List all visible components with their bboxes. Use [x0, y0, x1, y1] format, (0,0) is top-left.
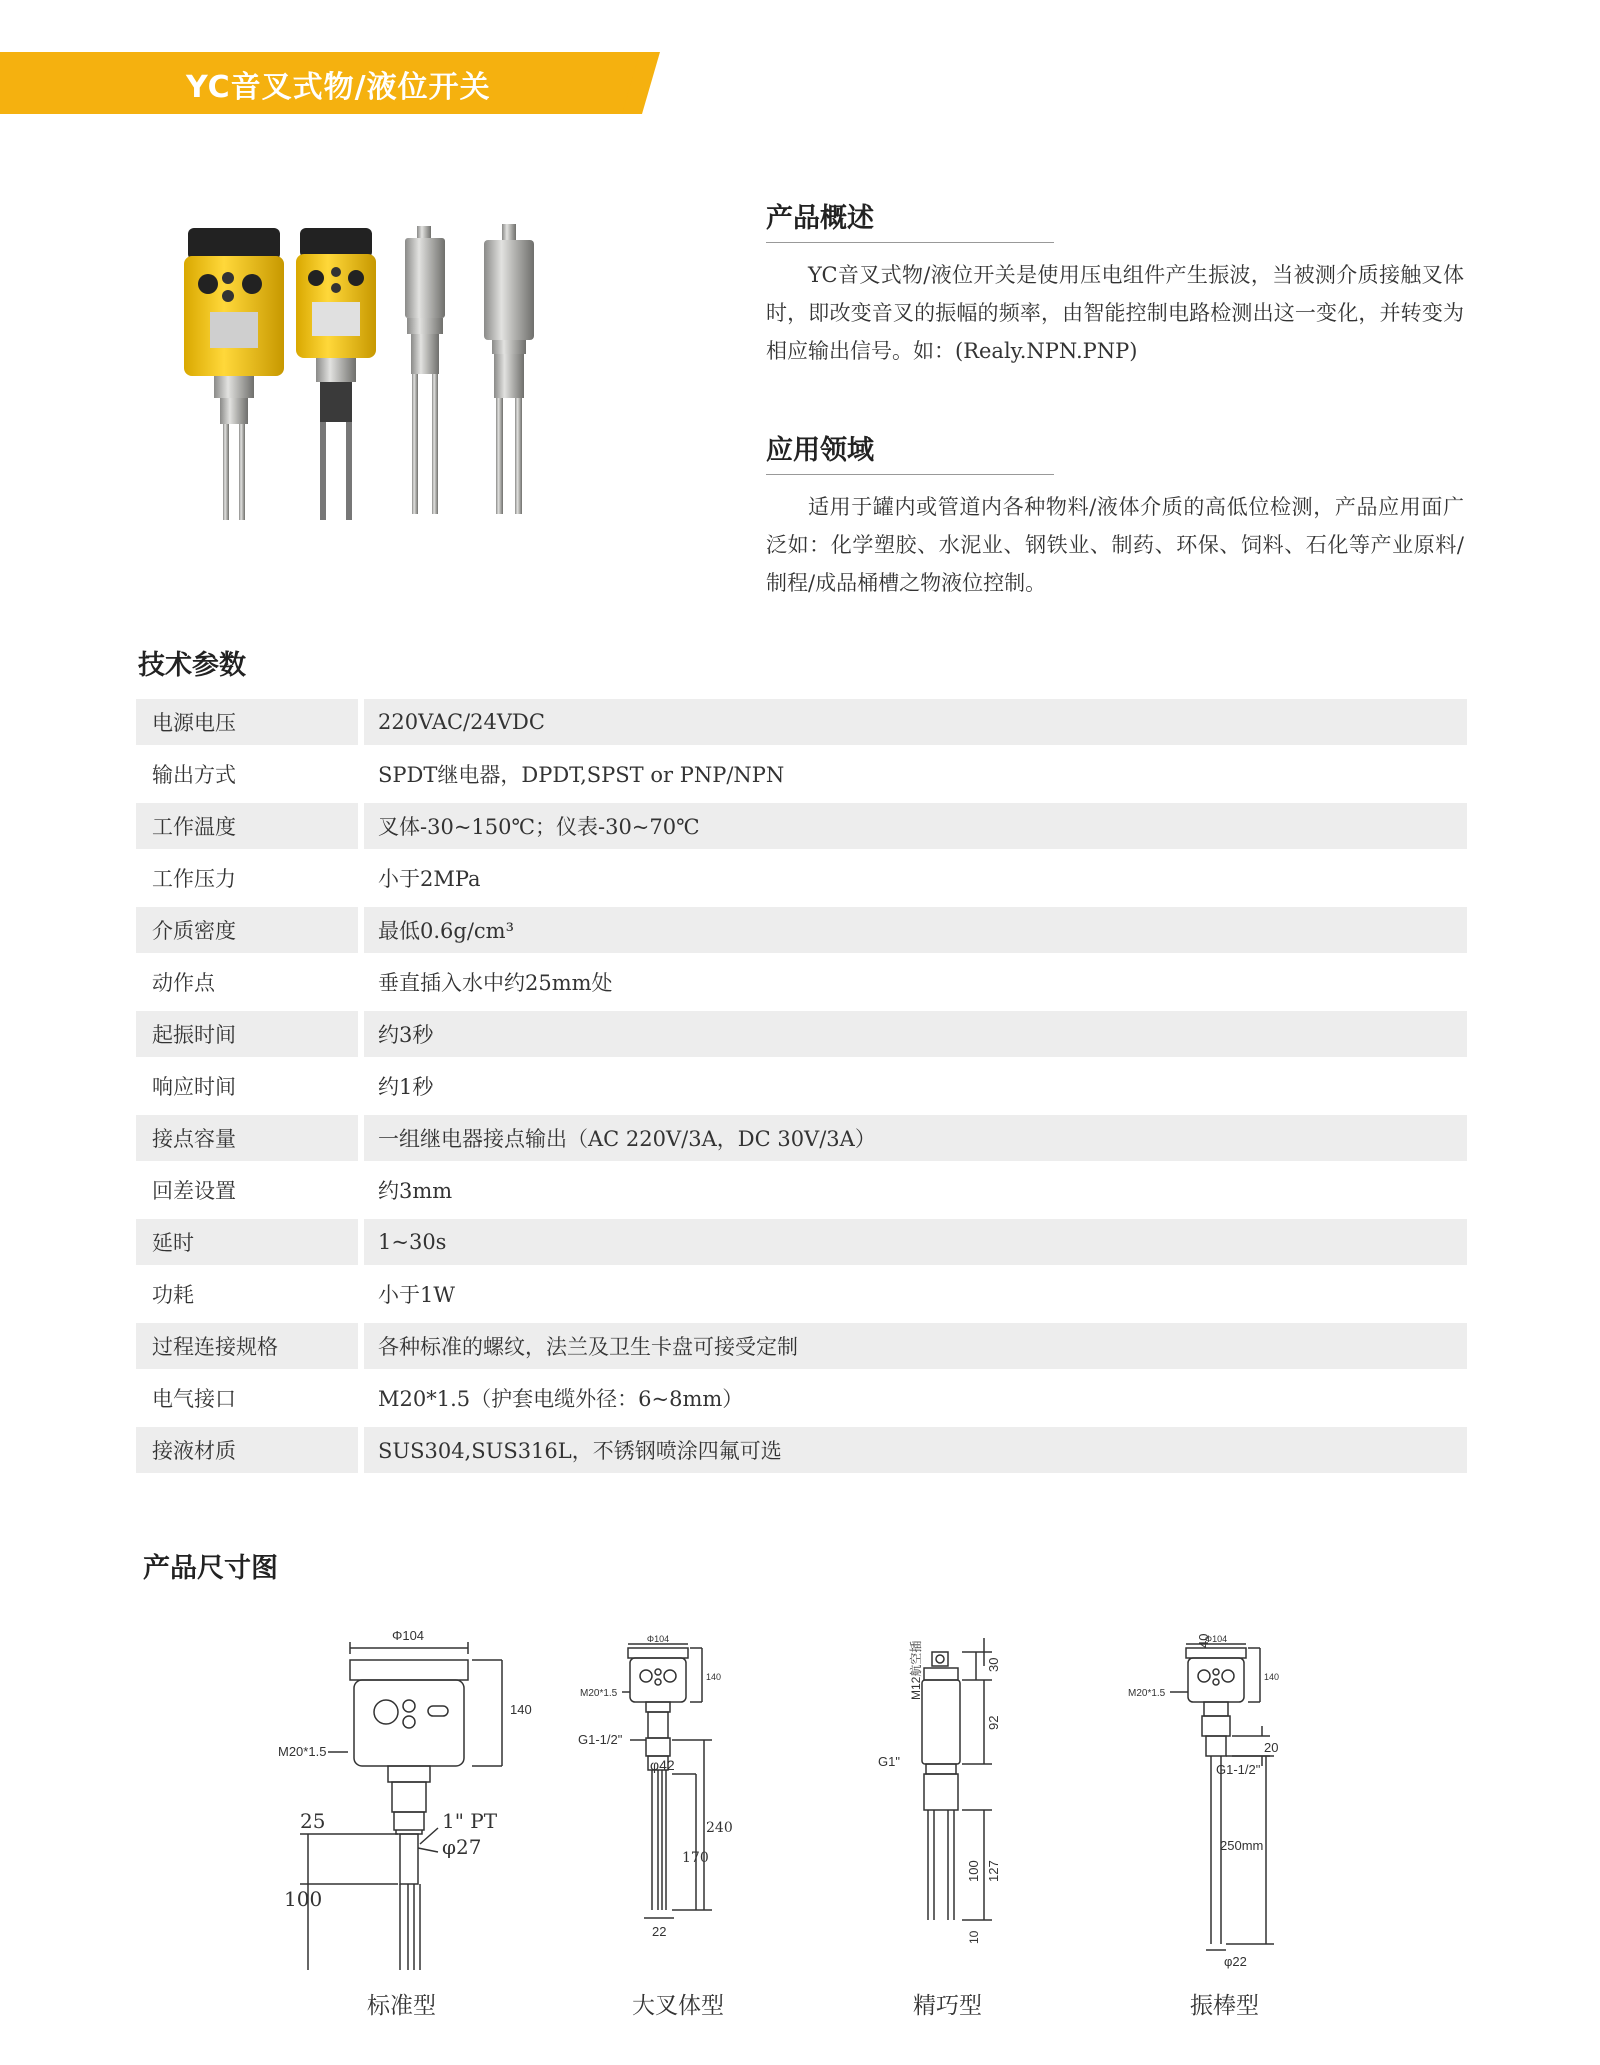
big-dia-dim: φ42	[650, 1757, 675, 1773]
spec-key: 工作温度	[136, 803, 358, 849]
spec-key: 电气接口	[152, 1387, 236, 1411]
spec-value: SPDT继电器，DPDT,SPST or PNP/NPN	[378, 763, 785, 787]
photo-standard-type	[184, 228, 284, 520]
rod-dia-dim: φ22	[1224, 1954, 1247, 1969]
drawing-standard-type	[278, 1628, 532, 1970]
spec-key: 电源电压	[136, 699, 358, 745]
spec-value: 垂直插入水中约25mm处	[378, 971, 613, 995]
rod-m20-dim: M20*1.5	[1128, 1688, 1166, 1699]
spec-value: 约1秒	[378, 1075, 434, 1099]
drawing-rod-type	[1128, 1634, 1279, 1969]
application-text: 适用于罐内或管道内各种物料/液体介质的高低位检测，产品应用面广泛如：化学塑胶、水泥业、钢铁业、制药、环保、饲料、石化等产业原料/制程/成品桶槽之物液位控制。	[766, 495, 1464, 595]
std-m20-dim: M20*1.5	[278, 1744, 327, 1759]
spec-key: 起振时间	[136, 1011, 358, 1057]
std-dia-dim: φ27	[442, 1835, 482, 1859]
big-top-dim: Φ104	[646, 1634, 670, 1644]
compact-a-dim: 40	[1196, 1633, 1211, 1648]
photo-big-fork-type	[296, 228, 376, 520]
compact-f-dim: 10	[967, 1930, 981, 1944]
spec-value: 约3mm	[378, 1179, 453, 1203]
spec-row	[136, 699, 1467, 745]
spec-row	[136, 1115, 1467, 1161]
big-conn-dim: G1-1/2"	[578, 1732, 623, 1747]
drawing-compact-type	[878, 1634, 1211, 1944]
rod-conn-dim: G1-1/2"	[1216, 1762, 1261, 1777]
label-standard-type: 标准型	[367, 1993, 436, 2019]
overview-text: YC音叉式物/液位开关是使用压电组件产生振波，当被测介质接触叉体时，即改变音叉的振幅的频率，由智能控制电路检测出这一变化，并转变为相应输出信号。如：(Realy.NPN.PNP)	[766, 263, 1464, 363]
compact-m12-label: M12航空插	[909, 1640, 923, 1700]
big-a-dim: 240	[706, 1820, 733, 1836]
spec-key: 介质密度	[136, 907, 358, 953]
compact-b-dim: 30	[986, 1657, 1001, 1672]
application-title: 应用领域	[766, 435, 874, 466]
big-b-dim: 170	[682, 1850, 709, 1866]
spec-row	[136, 1271, 1467, 1317]
spec-value: 各种标准的螺纹，法兰及卫生卡盘可接受定制	[364, 1323, 1467, 1369]
spec-row	[136, 907, 1467, 953]
application-rule	[766, 474, 1054, 475]
spec-row	[136, 1167, 1467, 1213]
spec-row	[136, 1427, 1467, 1473]
spec-row	[136, 1011, 1467, 1057]
spec-row	[136, 855, 1467, 901]
spec-key: 过程连接规格	[136, 1323, 358, 1369]
compact-conn-dim: G1"	[878, 1754, 900, 1769]
product-photos	[170, 222, 630, 562]
spec-key: 响应时间	[152, 1075, 236, 1099]
spec-value: M20*1.5（护套电缆外径：6~8mm）	[378, 1387, 744, 1411]
spec-row	[136, 1219, 1467, 1265]
big-m20-dim: M20*1.5	[580, 1688, 618, 1699]
spec-value: 1~30s	[364, 1219, 1467, 1265]
spec-row	[136, 959, 1467, 1005]
rod-a-dim: 20	[1264, 1740, 1279, 1755]
rod-height-dim: 140	[1264, 1672, 1280, 1682]
spec-key: 动作点	[152, 971, 215, 995]
specs-title: 技术参数	[138, 650, 246, 681]
compact-e-dim: 100	[966, 1860, 981, 1882]
spec-value: 约3秒	[364, 1011, 1467, 1057]
std-top-dim: Φ104	[391, 1628, 425, 1643]
spec-table	[136, 693, 1467, 1479]
spec-row	[136, 1375, 1467, 1421]
rod-len-dim: 250mm	[1220, 1838, 1264, 1853]
spec-row	[136, 803, 1467, 849]
spec-key: 输出方式	[152, 763, 236, 787]
label-big-fork-type: 大叉体型	[632, 1993, 724, 2019]
spec-key: 功耗	[152, 1283, 194, 1307]
dimension-drawings	[260, 1590, 1360, 1970]
spec-value: 小于2MPa	[378, 867, 481, 891]
dimensions-title: 产品尺寸图	[143, 1553, 278, 1584]
photo-rod-type	[484, 224, 534, 514]
overview-title: 产品概述	[766, 203, 874, 234]
spec-key: 接点容量	[136, 1115, 358, 1161]
spec-value: 叉体-30~150℃；仪表-30~70℃	[364, 803, 1467, 849]
photo-compact-type	[405, 226, 445, 514]
spec-key: 接液材质	[136, 1427, 358, 1473]
spec-row	[136, 1063, 1467, 1109]
std-a-dim: 25	[300, 1809, 326, 1833]
drawing-big-fork-type	[578, 1634, 733, 1939]
std-conn-dim: 1" PT	[442, 1809, 498, 1833]
compact-c-dim: 92	[986, 1715, 1001, 1730]
spec-key: 工作压力	[152, 867, 236, 891]
big-height-dim: 140	[706, 1672, 722, 1682]
big-w-dim: 22	[652, 1924, 667, 1939]
std-height-dim: 140	[510, 1702, 532, 1717]
spec-value: SUS304,SUS316L，不锈钢喷涂四氟可选	[364, 1427, 1467, 1473]
spec-value: 220VAC/24VDC	[364, 699, 1467, 745]
rod-top-dim: Φ104	[1204, 1634, 1228, 1644]
spec-value: 小于1W	[378, 1283, 455, 1307]
spec-key: 回差设置	[152, 1179, 236, 1203]
std-b-dim: 100	[284, 1887, 323, 1911]
spec-key: 延时	[136, 1219, 358, 1265]
spec-row	[136, 1323, 1467, 1369]
spec-value: 一组继电器接点输出（AC 220V/3A，DC 30V/3A）	[364, 1115, 1467, 1161]
spec-value: 最低0.6g/cm³	[364, 907, 1467, 953]
compact-d-dim: 127	[986, 1860, 1001, 1882]
spec-row	[136, 751, 1467, 797]
label-compact-type: 精巧型	[913, 1993, 982, 2019]
overview-rule	[766, 242, 1054, 243]
label-rod-type: 振棒型	[1190, 1993, 1259, 2019]
page-title: YC音叉式物/液位开关	[186, 70, 491, 105]
